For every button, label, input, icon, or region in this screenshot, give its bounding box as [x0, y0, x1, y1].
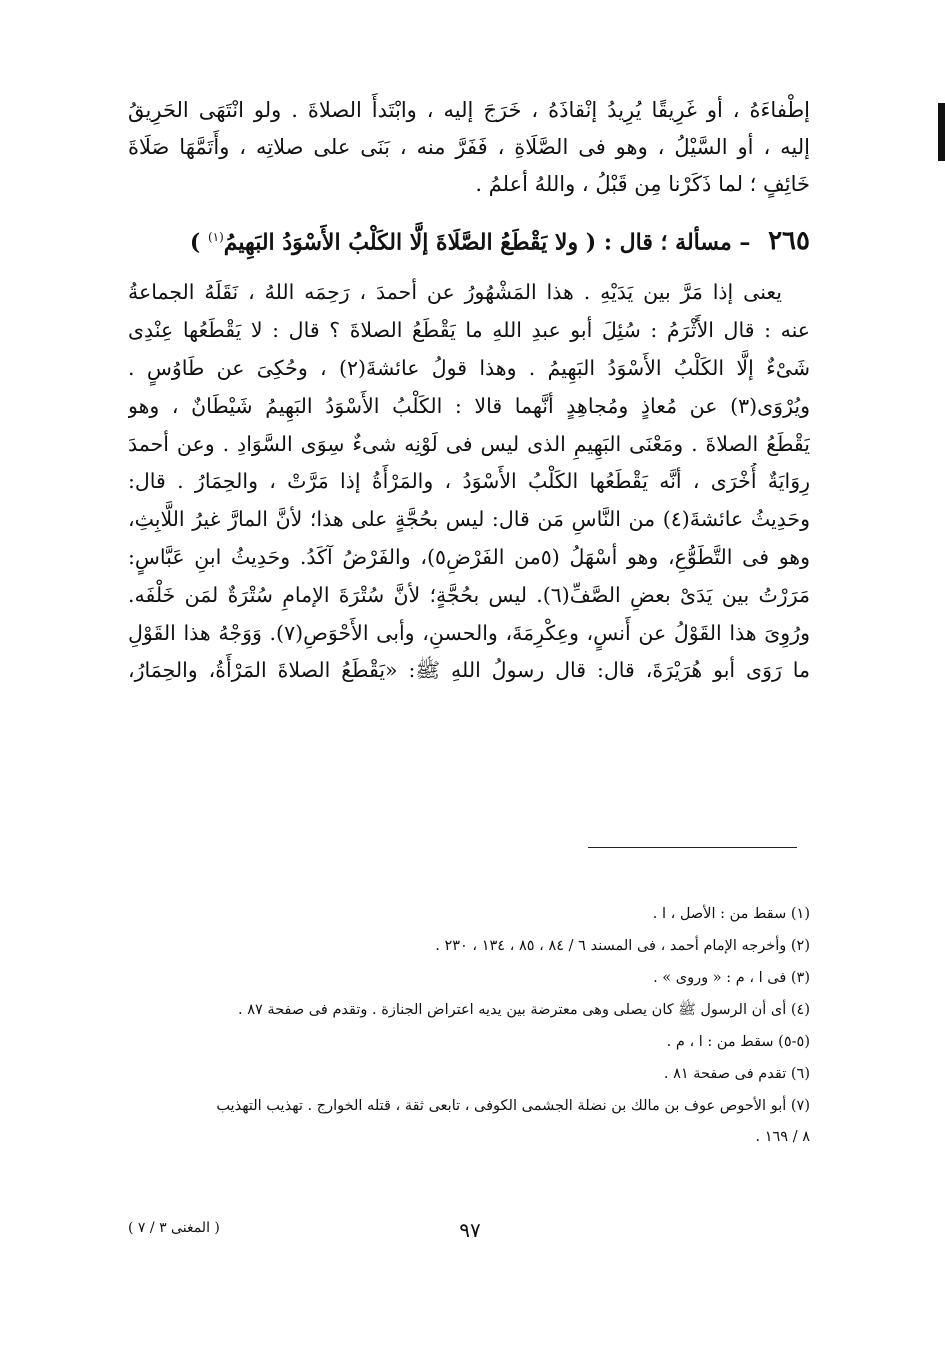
footnote-reference: (١): [207, 230, 224, 244]
page-number: ٩٧: [459, 1218, 481, 1242]
text-line: إليه ، أو السَّيْلُ ، وهو فى الصَّلَاةِ ، فَفَرَّ منه ، بَنَى على صلاتِه ، وأَتَمَّهَا صَلَاةَ: [128, 135, 810, 159]
section-heading: [128, 217, 810, 262]
heading-intro: – مسألة ؛ قال : (: [585, 229, 751, 256]
signature-mark: ( المغنى ٣ / ٧ ): [128, 1220, 220, 1236]
text-line: ورُوِىَ هذا القَوْلُ عن أَنسٍ، وعِكْرِمَةَ، والحسنِ، وأبى الأَحْوَصِ(٧). وَوَجْهُ هذا القَوْلِ: [128, 620, 810, 645]
body-paragraph: [128, 274, 810, 690]
heading-title: ولا يَقْطَعُ الصَّلَاةَ إلَّا الكَلْبُ الأَسْوَدُ البَهِيمُ: [223, 229, 579, 256]
footnote: (٦) تقدم فى صفحة ٨١ .: [663, 1066, 810, 1082]
issue-number: ٢٦٥: [768, 226, 810, 257]
text-line: وحَدِيثُ عائشةَ(٤) من النَّاسِ مَن قال: ليس بحُجَّةٍ على هذا؛ لأنَّ المارَّ غيرُ اللَّابِثِ،: [128, 507, 810, 532]
footnote: (٥-٥) سقط من : ا ، م .: [666, 1034, 810, 1050]
text-line: وهو فى التَّطَوُّعِ، وهو أسْهَلُ (٥من الفَرْضِ٥)، والفَرْضُ آكَدُ. وحَدِيثُ ابنِ عَبَّاسٍ:: [128, 544, 810, 569]
footnote: (٢) وأخرجه الإمام أحمد ، فى المسند ٦ / ٨٤ ، ٨٥ ، ١٣٤ ، ٢٣٠ .: [435, 938, 810, 954]
text-line: ما رَوَى أبو هُرَيْرَةَ، قال: قال رسولُ اللهِ ﷺ: «يَقْطَعُ الصلاةَ المَرْأَةُ، والحِمَارُ،: [128, 658, 810, 683]
page-edge-marker: [938, 103, 945, 161]
text-line: ويُرْوَى(٣) عن مُعاذٍ ومُجاهِدٍ أنَّهما قالا : الكَلْبُ الأَسْوَدُ البَهِيمُ شَيْطَانٌ ، وهو: [128, 393, 810, 418]
footnote: (٣) فى ا ، م : « وروى » .: [653, 970, 810, 986]
footnote: (١) سقط من : الأصل ، ا .: [652, 906, 810, 922]
footnote-separator: [588, 847, 797, 848]
text-line: مَرَرْتُ بين يَدَىْ بعضِ الصَّفِّ(٦). ليس بحُجَّةٍ؛ لأنَّ سُتْرَةَ الإمامِ سُتْرَةٌ لمَن خَلْفَه.: [128, 582, 810, 607]
text-line: إطْفاءَهُ ، أو غَرِيقًا يُرِيدُ إنْقاذَهُ ، خَرَجَ إليه ، وابْتَدأَ الصلاةَ . ولو انْتَهَى الحَرِيقُ: [128, 98, 810, 122]
footnote-continuation: ٨ / ١٦٩ .: [755, 1129, 810, 1145]
footnote: (٧) أبو الأحوص عوف بن مالك بن نضلة الجشمى الكوفى ، تابعى ثقة ، قتله الخوارج . تهذيب التهذيب: [216, 1098, 810, 1114]
text-line: رِوَايَةٌ أُخْرَى ، أنَّه يَقْطَعُها الكَلْبُ الأَسْوَدُ ، والمَرْأَةُ إذا مَرَّتْ ، والحِمَارُ . قال:: [128, 469, 810, 494]
footnote: (٤) أى أن الرسول ﷺ كان يصلى وهى معترضة بين يديه اعتراض الجنازة . وتقدم فى صفحة ٨٧ .: [238, 1002, 810, 1018]
heading-close: ): [189, 229, 201, 256]
text-line: شَىْءٌ إلَّا الكَلْبُ الأَسْوَدُ البَهِيمُ . وهذا قولُ عائشةَ(٢) ، وحُكِىَ عن طَاوُسٍ .: [128, 355, 810, 380]
continuation-paragraph: [128, 92, 810, 203]
text-line: خَائِفٍ ؛ لما ذَكَرْنا مِن قَبْلُ ، واللهُ أعلمُ .: [475, 172, 810, 196]
page-content: [128, 92, 810, 690]
text-line: يَقْطَعُ الصلاةَ . ومَعْنَى البَهِيمِ الذى ليس فى لَوْنِه شىءٌ سِوَى السَّوَادِ . وعن أحمدَ: [128, 431, 810, 456]
text-line: عنه : قال الأَثْرَمُ : سُئِلَ أبو عبدِ اللهِ ما يَقْطَعُ الصلاةَ ؟ قال : لا يَقْطَعُها عِنْدِى: [128, 318, 810, 343]
footnotes: [128, 898, 810, 1152]
text-line: يعنى إذا مَرَّ بين يَدَيْهِ . هذا المَشْهُورُ عن أحمدَ ، رَحِمَه اللهُ ، نَقَلَهُ الجماعةُ: [128, 280, 782, 305]
